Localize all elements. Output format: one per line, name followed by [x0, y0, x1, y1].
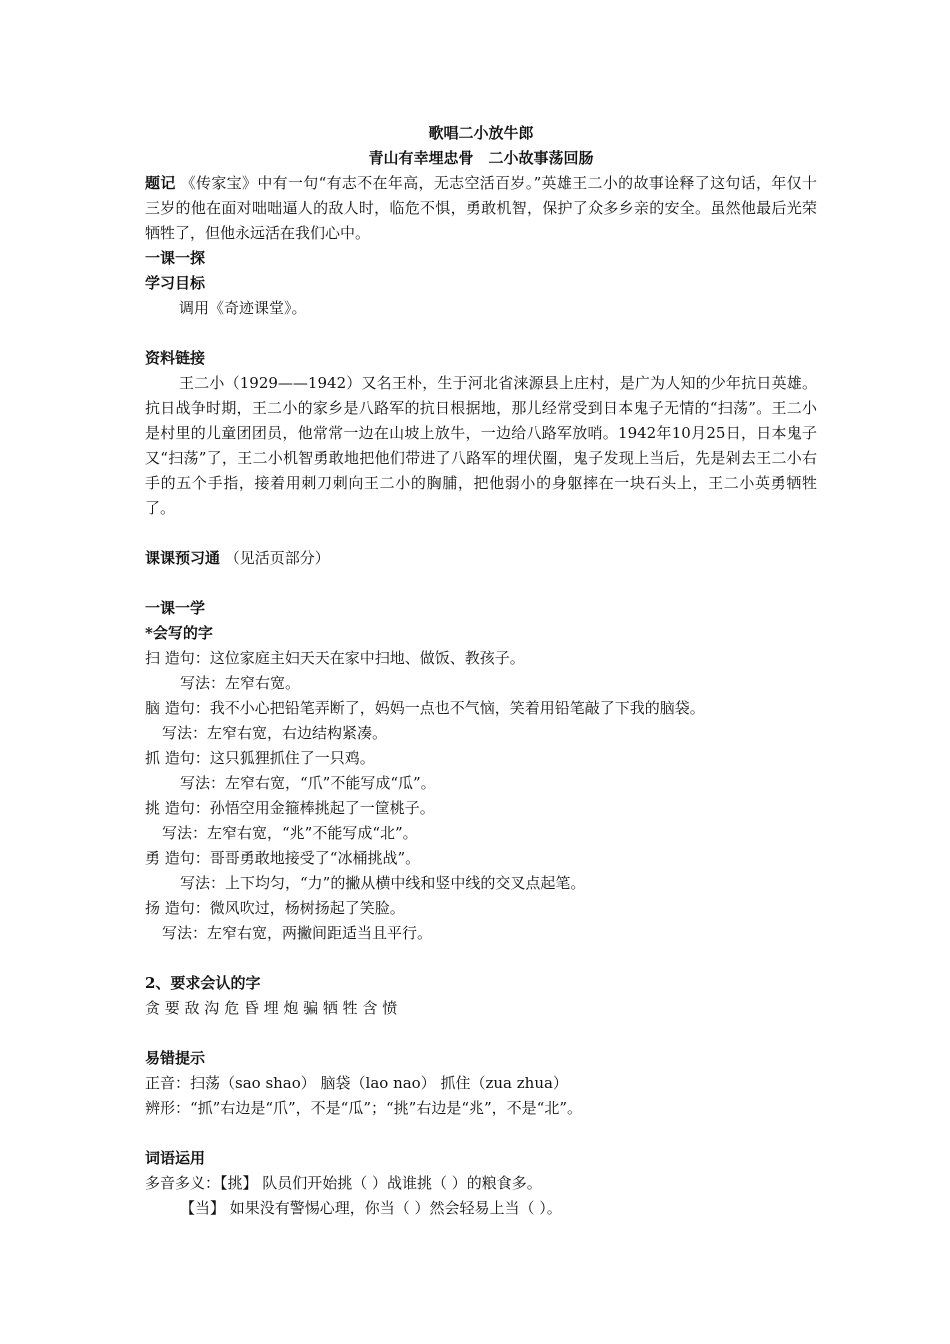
intro-label: 题记 — [145, 174, 176, 192]
section-heading-learn: 一课一学 — [145, 599, 206, 617]
errors-shape: 辨形：“抓”右边是“爪”，不是“瓜”；“挑”右边是“兆”，不是“北”。 — [145, 1099, 583, 1117]
write-sentence-4: 挑 造句：孙悟空用金箍棒挑起了一筐桃子。 — [145, 799, 435, 817]
write-sentence-6: 扬 造句：微风吹过，杨树扬起了笑脸。 — [145, 899, 405, 917]
intro-text: 《传家宝》中有一句“有志不在年高，无志空活百岁。”英雄王二小的故事诠释了这句话，年仅十三岁的他在面对咄咄逼人的敌人时，临危不惧，勇敢机智，保护了众多乡亲的安全。虽然他最后光荣牺牲了，但他永远活在我们心中。 — [145, 174, 817, 242]
material-paragraph — [145, 371, 817, 521]
goals-heading: 学习目标 — [145, 274, 206, 292]
write-sentence-1: 扫 造句：这位家庭主妇天天在家中扫地、做饭、教孩子。 — [145, 649, 525, 667]
errors-heading: 易错提示 — [145, 1049, 206, 1067]
write-method-3: 写法：左窄右宽，“爪”不能写成“瓜”。 — [180, 774, 436, 792]
material-heading: 资料链接 — [145, 349, 206, 367]
write-method-5: 写法：上下均匀，“力”的撇从横中线和竖中线的交叉点起笔。 — [180, 874, 586, 892]
vocab-line-1: 多音多义：【挑】 队员们开始挑（ ）战谁挑（ ）的粮食多。 — [145, 1174, 542, 1192]
document-subtitle: 青山有幸埋忠骨 二小故事荡回肠 — [368, 149, 594, 167]
intro-paragraph — [145, 171, 817, 246]
goals-text: 调用《奇迹课堂》。 — [179, 299, 307, 317]
write-sentence-3: 抓 造句：这只狐狸抓住了一只鸡。 — [145, 749, 375, 767]
write-method-1: 写法：左窄右宽。 — [180, 674, 301, 692]
document-page — [145, 121, 817, 1221]
write-heading: *会写的字 — [145, 624, 213, 642]
preview-heading: 课课预习通 — [145, 549, 221, 567]
section-heading-explore: 一课一探 — [145, 249, 206, 267]
recognize-heading: 2、要求会认的字 — [145, 974, 261, 992]
write-method-4: 写法：左窄右宽，“兆”不能写成“北”。 — [162, 824, 418, 842]
preview-line — [145, 546, 817, 571]
write-sentence-5: 勇 造句：哥哥勇敢地接受了“冰桶挑战”。 — [145, 849, 421, 867]
write-method-6: 写法：左窄右宽，两撇间距适当且平行。 — [162, 924, 433, 942]
write-sentence-2: 脑 造句：我不小心把铅笔弄断了，妈妈一点也不气恼，笑着用铅笔敲了下我的脑袋。 — [145, 699, 705, 717]
vocab-heading: 词语运用 — [145, 1149, 206, 1167]
material-text: 王二小（1929——1942）又名王朴，生于河北省涞源县上庄村，是广为人知的少年抗日英雄。抗日战争时期，王二小的家乡是八路军的抗日根据地，那儿经常受到日本鬼子无情的“扫荡”。王二小是村里的儿童团团员，他常常一边在山坡上放牛，一边给八路军放哨。1942年10月25日，日本鬼子又“扫荡”了，王二小机智勇敢地把他们带进了八路军的埋伏圈，鬼子发现上当后，先是剁去王二小右手的五个手指，接着用刺刀刺向王二小的胸脯，把他弱小的身躯摔在一块石头上，王二小英勇牺牲了。 — [145, 374, 817, 517]
write-method-2: 写法：左窄右宽，右边结构紧凑。 — [162, 724, 388, 742]
errors-pronunciation: 正音：扫荡（sao shao） 脑袋（lao nao） 抓住（zua zhua） — [145, 1074, 568, 1092]
document-title: 歌唱二小放牛郎 — [428, 124, 534, 142]
recognize-chars: 贪 要 敌 沟 危 昏 埋 炮 骗 牺 牲 含 愤 — [145, 999, 398, 1017]
vocab-line-2: 【当】 如果没有警惕心理，你当（ ）然会轻易上当（ ）。 — [180, 1199, 562, 1217]
preview-note: （见活页部分） — [224, 549, 330, 567]
